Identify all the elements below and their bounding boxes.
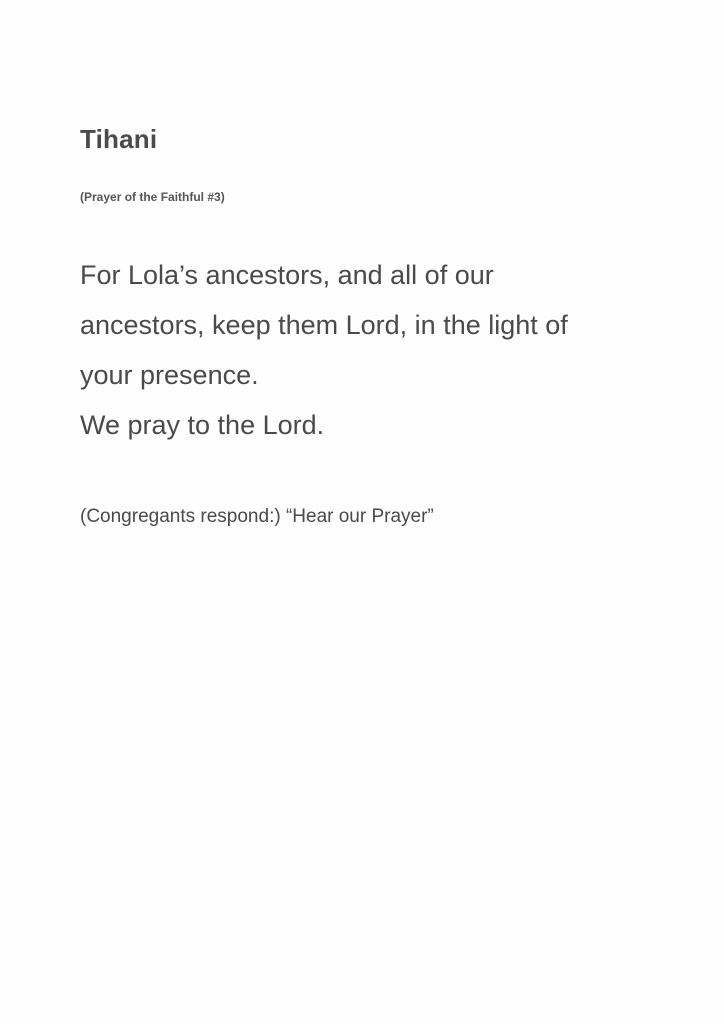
- prayer-text: [80, 250, 680, 450]
- page-title: Tihani: [80, 124, 158, 154]
- congregant-response: (Congregants respond:) “Hear our Prayer”: [80, 506, 434, 527]
- prayer-line: ancestors, keep them Lord, in the light of: [80, 310, 568, 340]
- prayer-line: We pray to the Lord.: [80, 410, 325, 440]
- prayer-line: For Lola’s ancestors, and all of our: [80, 260, 494, 290]
- prayer-line: your presence.: [80, 360, 259, 390]
- page-subtitle: (Prayer of the Faithful #3): [80, 190, 225, 204]
